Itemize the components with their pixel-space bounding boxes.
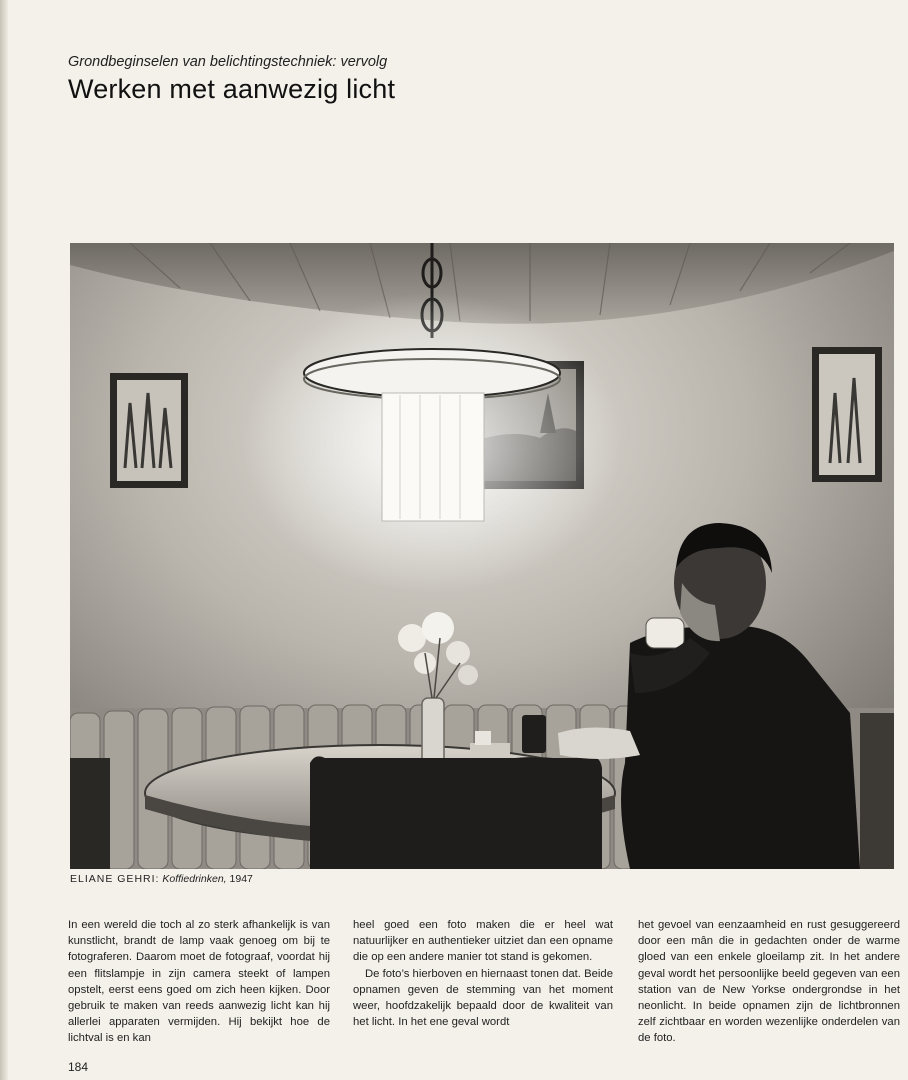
caption-work-title: Koffiedrinken, — [162, 873, 227, 885]
text-column-2 — [353, 917, 613, 1030]
caption-year: 1947 — [229, 873, 253, 885]
column-2-paragraph-2: De foto’s hierboven en hiernaast tonen dat. Beide opnamen geven de stemming van het moment weer, hoofdzakelijk bepaald door de kwaliteit van het licht. In het ene geval wordt — [353, 967, 613, 1029]
page-number: 184 — [68, 1060, 89, 1074]
column-1-paragraph: In een wereld die toch al zo sterk afhankelijk is van kunstlicht, brandt de lamp vaak genoeg om bij te fotograferen. Daarom moet de fotograaf, voordat hij een flitslampje in zijn camera steekt of lampen opstelt, eerst eens goed om zich heen kijken. Door gebruik te maken van reeds aanwezig licht kan hij allerlei apparaten vermijden. Hij bekijkt hoe de lichtval is en kan — [68, 919, 330, 1045]
chapter-subtitle: Grondbeginselen van belichtingstechniek: vervolg — [68, 54, 388, 70]
column-3-paragraph: het gevoel van eenzaamheid en rust gesuggereerd door een mân die in gedachten onder de warme gloed van een enkele gloeilamp zit. In het andere geval wordt het persoonlijke beeld gegeven van een station van de New Yorkse ondergrondse in het neonlicht. In beide opnamen zijn de lichtbronnen zelf zichtbaar en worden wezenlijke onderdelen van de foto. — [638, 919, 900, 1045]
text-column-3 — [638, 917, 900, 1047]
page-title: Werken met aanwezig licht — [68, 74, 396, 104]
caption-author: ELIANE GEHRI: — [70, 873, 160, 885]
left-wall-picture — [110, 373, 188, 488]
photo-caption — [70, 873, 253, 885]
photograph — [70, 243, 894, 869]
text-column-1 — [68, 917, 330, 1047]
right-wall-picture — [812, 347, 882, 482]
page-spine-edge — [0, 0, 8, 1080]
column-2-paragraph-1: heel goed een foto maken die er heel wat natuurlijker en authentieker uitziet dan een opname die op een andere manier tot stand is gekomen. — [353, 919, 613, 964]
